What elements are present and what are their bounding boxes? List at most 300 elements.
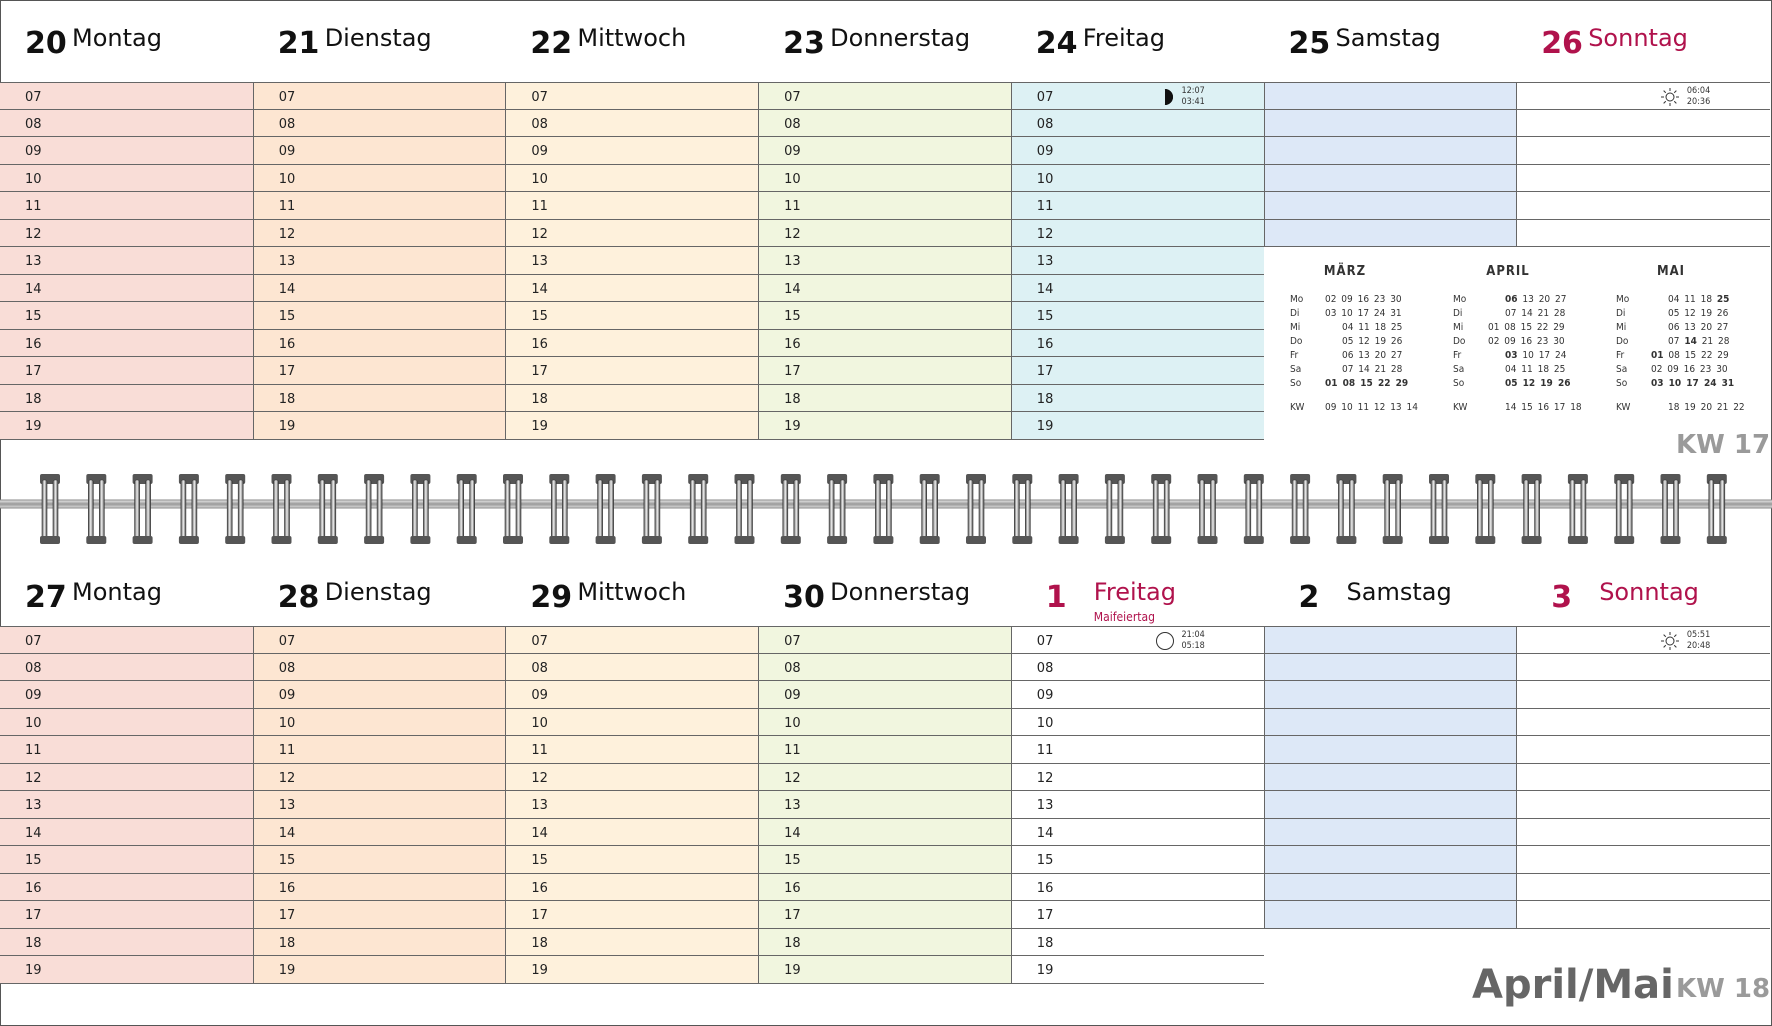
mini-calendar-row: 06 13 20 27 [1342,350,1403,361]
time-slot[interactable] [254,654,507,682]
hour-label: 08 [25,116,42,132]
time-slot[interactable] [1265,736,1518,764]
time-slot[interactable] [0,137,253,165]
time-slot[interactable] [0,736,253,764]
time-slot[interactable] [254,412,507,440]
mini-calendar-row: 03 10 17 24 31 [1651,378,1735,389]
time-slot[interactable] [1265,874,1518,902]
hour-label: 19 [784,963,801,978]
spiral-ring [549,474,569,544]
spiral-ring [688,474,708,544]
day-name: Donnerstag [830,24,971,52]
time-slot[interactable] [1012,82,1265,110]
hour-label: 19 [278,419,296,434]
time-slot[interactable] [506,874,759,902]
time-slot[interactable] [0,956,253,984]
day-number: 24 [1035,26,1078,61]
hour-label: 19 [531,963,548,978]
hour-label: 07 [1036,90,1054,105]
time-slot[interactable] [1517,791,1770,819]
hour-label: 15 [1036,853,1054,868]
day-column-wednesday [505,626,759,984]
spiral-ring [457,474,477,544]
day-number: 26 [1541,26,1583,61]
time-slot[interactable] [1265,192,1518,220]
time-slot[interactable] [1265,901,1518,929]
time-slot[interactable] [254,385,507,413]
day-number: 29 [530,580,573,615]
time-slot[interactable] [1012,929,1265,957]
hour-label: 18 [1036,391,1054,407]
time-slot[interactable] [0,302,253,330]
hour-label: 16 [784,880,801,896]
time-slot[interactable] [506,357,759,385]
time-slot[interactable] [1517,82,1770,110]
time-slot[interactable] [506,165,759,193]
time-slot[interactable] [254,681,507,709]
time-slot[interactable] [254,192,507,220]
time-slot[interactable] [1517,819,1770,847]
time-slot[interactable] [1265,709,1518,737]
time-slot[interactable] [1012,385,1265,413]
time-slot[interactable] [1012,736,1265,764]
weekday-label: Di [1290,308,1300,319]
hour-label: 18 [1036,935,1054,951]
time-slot[interactable] [506,626,759,654]
day-column-tuesday [253,82,507,440]
hour-label: 16 [1036,880,1054,896]
time-slot[interactable] [1012,330,1265,358]
time-slot[interactable] [506,791,759,819]
day-header-wednesday [505,554,758,636]
time-slot[interactable] [254,137,507,165]
hour-label: 13 [25,254,42,269]
hour-label: 17 [531,908,548,923]
hour-label: 12 [278,226,296,242]
hour-label: 12 [531,770,548,786]
time-slot[interactable] [254,357,507,385]
time-slot[interactable] [254,791,507,819]
time-slot[interactable] [506,956,759,984]
time-slot[interactable] [254,330,507,358]
spiral-ring [503,474,523,544]
time-slot[interactable] [254,302,507,330]
hour-label: 17 [1036,908,1054,923]
time-slot[interactable] [0,247,253,275]
day-header-sunday [1516,554,1769,636]
kw-row: 18 19 20 21 22 [1668,402,1745,413]
time-slot[interactable] [759,275,1012,303]
hour-label: 15 [1036,309,1054,324]
day-header-saturday [1264,0,1517,82]
mini-calendar-row: 03 10 17 24 [1505,350,1567,361]
day-header-tuesday [253,554,506,636]
time-slot[interactable] [0,412,253,440]
hour-label: 19 [1036,963,1054,978]
weekday-label: Do [1453,336,1466,347]
time-slot[interactable] [506,846,759,874]
time-slot[interactable] [506,412,759,440]
time-slot[interactable] [506,709,759,737]
time-slot[interactable] [759,302,1012,330]
time-slot[interactable] [1517,736,1770,764]
weekday-label: Mo [1453,294,1467,305]
mini-calendar-row: 07 14 21 28 [1668,336,1730,347]
day-name: Donnerstag [830,578,971,606]
kw-label: KW [1616,402,1631,413]
time-slot[interactable] [1012,654,1265,682]
time-slot[interactable] [1012,874,1265,902]
hour-label: 11 [278,743,296,758]
time-slot[interactable] [506,385,759,413]
time-slot[interactable] [1265,137,1518,165]
day-column-monday [0,82,253,440]
hour-label: 14 [1036,825,1054,841]
time-slot[interactable] [1265,764,1518,792]
hour-label: 14 [278,281,296,297]
weekday-label: Sa [1616,364,1628,375]
hour-label: 18 [278,391,296,407]
weekday-label: Sa [1290,364,1302,375]
time-slot[interactable] [759,110,1012,138]
holiday-label: Maifeiertag [1093,610,1155,624]
time-slot[interactable] [1517,220,1770,248]
mini-calendar-title: MÄRZ [1323,264,1367,279]
time-slot[interactable] [759,385,1012,413]
time-slot[interactable] [759,929,1012,957]
hour-label: 18 [784,935,801,951]
hour-label: 13 [1036,798,1054,813]
hour-label: 15 [784,309,801,324]
hour-label: 08 [25,660,42,676]
time-slot[interactable] [759,192,1012,220]
kw-label: KW [1453,402,1468,413]
hour-label: 17 [784,908,801,923]
hour-label: 10 [1036,171,1054,187]
sun-times [1659,86,1710,108]
day-column-thursday [758,626,1012,984]
time-slot[interactable] [1012,846,1265,874]
time-slot[interactable] [1265,626,1518,654]
hour-label: 08 [531,660,548,676]
time-slot[interactable] [0,385,253,413]
weekday-label: Mi [1290,322,1301,333]
week-number-label: KW 18 [1676,974,1771,1004]
time-slot[interactable] [1012,681,1265,709]
spiral-ring [225,474,245,544]
time-slot[interactable] [1265,165,1518,193]
hour-label: 16 [278,336,296,352]
time-slot[interactable] [1265,681,1518,709]
hour-label: 18 [531,935,548,951]
time-slot[interactable] [506,302,759,330]
set-time: 05:18 [1181,641,1205,651]
time-slot[interactable] [506,192,759,220]
spiral-ring [318,474,338,544]
time-slot[interactable] [759,330,1012,358]
hour-label: 07 [531,90,548,105]
hour-label: 18 [25,935,42,951]
time-slot[interactable] [759,165,1012,193]
hour-label: 09 [1036,688,1054,703]
time-slot[interactable] [1265,110,1518,138]
hour-label: 12 [784,770,801,786]
time-slot[interactable] [254,846,507,874]
time-slot[interactable] [759,956,1012,984]
time-slot[interactable] [759,626,1012,654]
time-slot[interactable] [759,819,1012,847]
time-slot[interactable] [254,110,507,138]
hour-label: 07 [784,90,801,105]
time-slot[interactable] [0,764,253,792]
time-slot[interactable] [254,626,507,654]
time-slot[interactable] [0,110,253,138]
day-name: Sonntag [1599,578,1699,606]
time-slot[interactable] [759,137,1012,165]
time-slot[interactable] [506,110,759,138]
time-slot[interactable] [0,357,253,385]
time-slot[interactable] [759,736,1012,764]
time-slot[interactable] [759,901,1012,929]
time-slot[interactable] [1517,654,1770,682]
hour-label: 11 [25,743,42,758]
time-slot[interactable] [0,819,253,847]
time-slot[interactable] [1012,709,1265,737]
time-slot[interactable] [1012,901,1265,929]
time-slot[interactable] [0,82,253,110]
time-slot[interactable] [1517,874,1770,902]
time-slot[interactable] [0,192,253,220]
day-column-tuesday [253,626,507,984]
weekday-label: Mi [1616,322,1627,333]
time-slot[interactable] [1517,110,1770,138]
time-slot[interactable] [0,220,253,248]
spiral-ring [781,474,801,544]
time-slot[interactable] [759,357,1012,385]
time-slot[interactable] [254,764,507,792]
time-slot[interactable] [506,929,759,957]
hour-label: 15 [25,853,42,868]
time-slot[interactable] [506,901,759,929]
spiral-ring [920,474,940,544]
hour-label: 14 [25,825,42,841]
mini-calendar-row: 07 14 21 28 [1505,308,1566,319]
kw-row: 09 10 11 12 13 14 [1325,402,1418,413]
hour-label: 19 [278,963,296,978]
time-slot[interactable] [1517,764,1770,792]
time-slot[interactable] [254,901,507,929]
time-slot[interactable] [759,874,1012,902]
time-slot[interactable] [506,82,759,110]
time-slot[interactable] [1517,681,1770,709]
time-slot[interactable] [1517,846,1770,874]
spiral-ring [1614,474,1634,544]
time-slot[interactable] [1517,901,1770,929]
day-name: Freitag [1082,24,1165,52]
time-slot[interactable] [0,654,253,682]
weekday-label: Mo [1290,294,1304,305]
time-slot[interactable] [759,82,1012,110]
spiral-ring [1429,474,1449,544]
time-slot[interactable] [254,220,507,248]
time-slot[interactable] [0,846,253,874]
time-slot[interactable] [1012,791,1265,819]
time-slot[interactable] [1517,192,1770,220]
time-slot[interactable] [759,412,1012,440]
time-slot[interactable] [1265,819,1518,847]
time-slot[interactable] [1517,137,1770,165]
spiral-ring [827,474,847,544]
spiral-ring [133,474,153,544]
hour-label: 09 [25,688,42,703]
time-slot[interactable] [254,736,507,764]
month-label: April/Mai [1472,962,1674,1008]
weekday-label: Di [1616,308,1626,319]
time-slot[interactable] [1012,412,1265,440]
weekday-label: Sa [1453,364,1465,375]
time-slot[interactable] [506,247,759,275]
time-slot[interactable] [0,929,253,957]
time-slot[interactable] [1265,791,1518,819]
time-slot[interactable] [759,764,1012,792]
time-slot[interactable] [0,681,253,709]
time-slot[interactable] [759,247,1012,275]
time-slot[interactable] [1012,192,1265,220]
mini-calendar-row: 05 12 19 26 [1505,378,1571,389]
time-slot[interactable] [1012,764,1265,792]
spiral-ring [1105,474,1125,544]
hour-label: 12 [25,226,42,242]
time-slot[interactable] [254,874,507,902]
hour-label: 17 [25,364,42,379]
time-slot[interactable] [1012,110,1265,138]
time-slot[interactable] [254,709,507,737]
time-slot[interactable] [1265,846,1518,874]
time-slot[interactable] [254,275,507,303]
spiral-ring [1290,474,1310,544]
day-name: Montag [72,578,162,606]
day-column-friday [1011,626,1265,984]
hour-label: 17 [784,364,801,379]
hour-label: 11 [1036,199,1054,214]
spiral-ring [1661,474,1681,544]
time-slot[interactable] [1517,165,1770,193]
time-slot[interactable] [1012,626,1265,654]
time-slot[interactable] [1265,220,1518,248]
hour-label: 19 [784,419,801,434]
time-slot[interactable] [759,654,1012,682]
mini-calendar-row: 05 12 19 26 [1668,308,1729,319]
time-slot[interactable] [506,220,759,248]
time-slot[interactable] [1012,220,1265,248]
moon-icon [1154,87,1176,107]
time-slot[interactable] [1012,357,1265,385]
time-slot[interactable] [0,709,253,737]
time-slot[interactable] [254,82,507,110]
time-slot[interactable] [254,247,507,275]
spiral-ring [873,474,893,544]
hour-label: 11 [784,743,801,758]
time-slot[interactable] [506,654,759,682]
time-slot[interactable] [1012,302,1265,330]
hour-label: 10 [784,715,801,731]
hour-label: 10 [784,171,801,187]
time-slot[interactable] [0,791,253,819]
day-header-monday [0,554,253,636]
time-slot[interactable] [506,819,759,847]
time-slot[interactable] [1012,819,1265,847]
time-slot[interactable] [1012,956,1265,984]
time-slot[interactable] [506,764,759,792]
time-slot[interactable] [759,220,1012,248]
moon-times [1154,630,1205,652]
time-slot[interactable] [1012,275,1265,303]
sun-times [1659,630,1710,652]
time-slot[interactable] [1517,709,1770,737]
time-slot[interactable] [1265,82,1518,110]
mini-calendar-row: 03 10 17 24 31 [1325,308,1402,319]
day-number: 1 [1045,580,1067,615]
time-slot[interactable] [0,165,253,193]
time-slot[interactable] [1012,165,1265,193]
hour-label: 07 [531,634,548,649]
spiral-ring [86,474,106,544]
time-slot[interactable] [254,956,507,984]
day-header-friday [1011,0,1264,82]
time-slot[interactable] [0,626,253,654]
time-slot[interactable] [254,165,507,193]
time-slot[interactable] [1012,137,1265,165]
time-slot[interactable] [506,275,759,303]
time-slot[interactable] [0,275,253,303]
time-slot[interactable] [254,819,507,847]
hour-label: 11 [278,199,296,214]
hour-label: 10 [278,715,296,731]
spiral-ring [642,474,662,544]
hour-label: 09 [1036,144,1054,159]
time-slot[interactable] [506,736,759,764]
time-slot[interactable] [1517,626,1770,654]
time-slot[interactable] [759,681,1012,709]
mini-calendar-row: 05 12 19 26 [1342,336,1403,347]
time-slot[interactable] [759,791,1012,819]
time-slot[interactable] [759,846,1012,874]
time-slot[interactable] [759,709,1012,737]
time-slot[interactable] [1265,654,1518,682]
time-slot[interactable] [506,681,759,709]
time-slot[interactable] [506,330,759,358]
time-slot[interactable] [506,137,759,165]
set-time: 03:41 [1181,97,1205,107]
hour-label: 09 [25,144,42,159]
day-header-sunday [1516,0,1769,82]
time-slot[interactable] [254,929,507,957]
mini-calendar-row: 04 11 18 25 [1505,364,1566,375]
spiral-binding [0,454,1772,554]
time-slot[interactable] [1012,247,1265,275]
hour-label: 07 [784,634,801,649]
hour-label: 19 [531,419,548,434]
hour-label: 10 [531,171,548,187]
day-header-monday [0,0,253,82]
time-slot[interactable] [0,874,253,902]
hour-label: 16 [25,880,42,896]
day-name: Mittwoch [577,578,687,606]
time-slot[interactable] [0,901,253,929]
hour-label: 15 [784,853,801,868]
time-slot[interactable] [0,330,253,358]
hour-label: 16 [278,880,296,896]
